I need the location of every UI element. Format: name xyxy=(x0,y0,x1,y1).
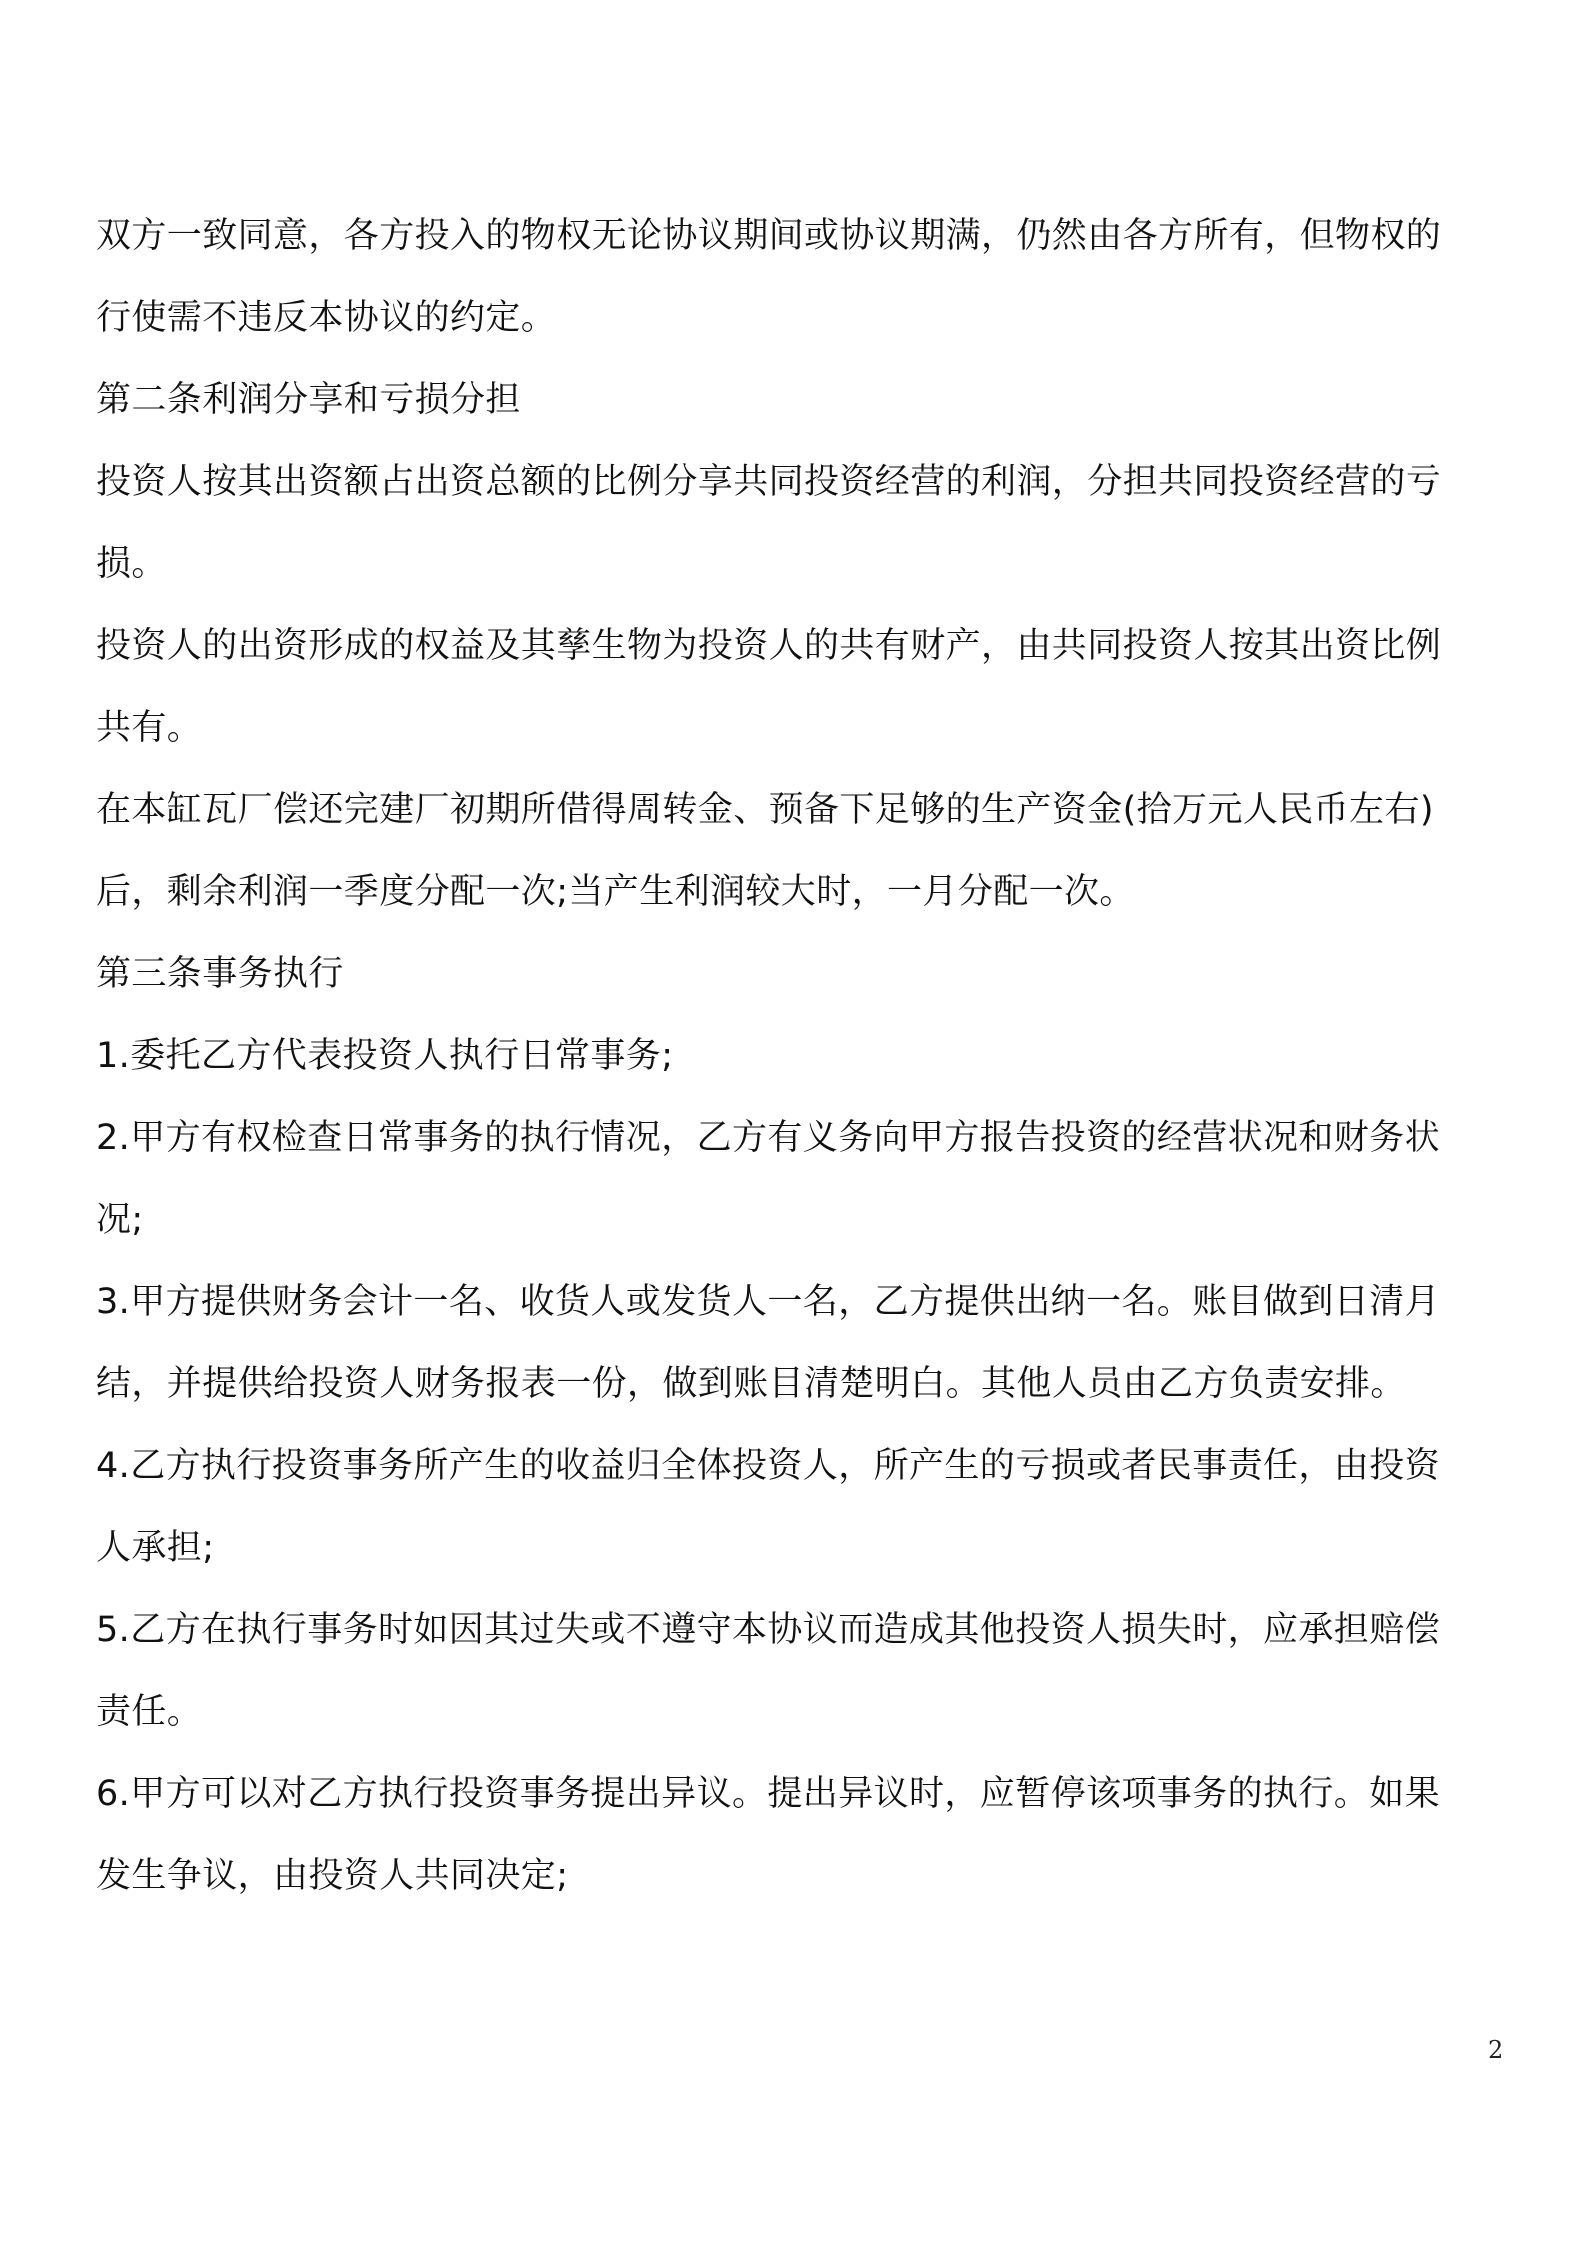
list-item: 6.甲方可以对乙方执行投资事务提出异议。提出异议时，应暂停该项事务的执行。如果 xyxy=(96,1774,1440,1814)
text-line: 双方一致同意，各方投入的物权无论协议期间或协议期满，仍然由各方所有，但物权的 xyxy=(96,216,1442,256)
list-item: 2.甲方有权检查日常事务的执行情况，乙方有义务向甲方报告投资的经营状况和财务状 xyxy=(96,1118,1440,1158)
list-item: 3.甲方提供财务会计一名、收货人或发货人一名，乙方提供出纳一名。账目做到日清月 xyxy=(96,1282,1440,1322)
document-body xyxy=(96,195,1516,1917)
text-line: 投资人的出资形成的权益及其孳生物为投资人的共有财产，由共同投资人按其出资比例 xyxy=(96,626,1442,666)
section-heading: 第二条利润分享和亏损分担 xyxy=(96,380,521,420)
list-item-continuation: 发生争议，由投资人共同决定; xyxy=(96,1856,569,1896)
list-item-continuation: 结，并提供给投资人财务报表一份，做到账目清楚明白。其他人员由乙方负责安排。 xyxy=(96,1364,1406,1404)
text-line: 行使需不违反本协议的约定。 xyxy=(96,298,557,338)
list-item-continuation: 责任。 xyxy=(96,1692,203,1732)
list-item-continuation: 人承担; xyxy=(96,1528,215,1568)
text-line: 后，剩余利润一季度分配一次;当产生利润较大时，一月分配一次。 xyxy=(96,872,1135,912)
list-item: 4.乙方执行投资事务所产生的收益归全体投资人，所产生的亏损或者民事责任，由投资 xyxy=(96,1446,1440,1486)
text-line: 共有。 xyxy=(96,708,203,748)
section-heading: 第三条事务执行 xyxy=(96,954,344,994)
list-item: 1.委托乙方代表投资人执行日常事务; xyxy=(96,1036,674,1076)
text-line: 在本缸瓦厂偿还完建厂初期所借得周转金、预备下足够的生产资金(拾万元人民币左右) xyxy=(96,790,1434,830)
list-item: 5.乙方在执行事务时如因其过失或不遵守本协议而造成其他投资人损失时，应承担赔偿 xyxy=(96,1610,1440,1650)
text-line: 投资人按其出资额占出资总额的比例分享共同投资经营的利润，分担共同投资经营的亏 xyxy=(96,462,1442,502)
list-item-continuation: 况; xyxy=(96,1200,144,1240)
text-line: 损。 xyxy=(96,544,167,584)
page-number: 2 xyxy=(1488,2036,1504,2064)
